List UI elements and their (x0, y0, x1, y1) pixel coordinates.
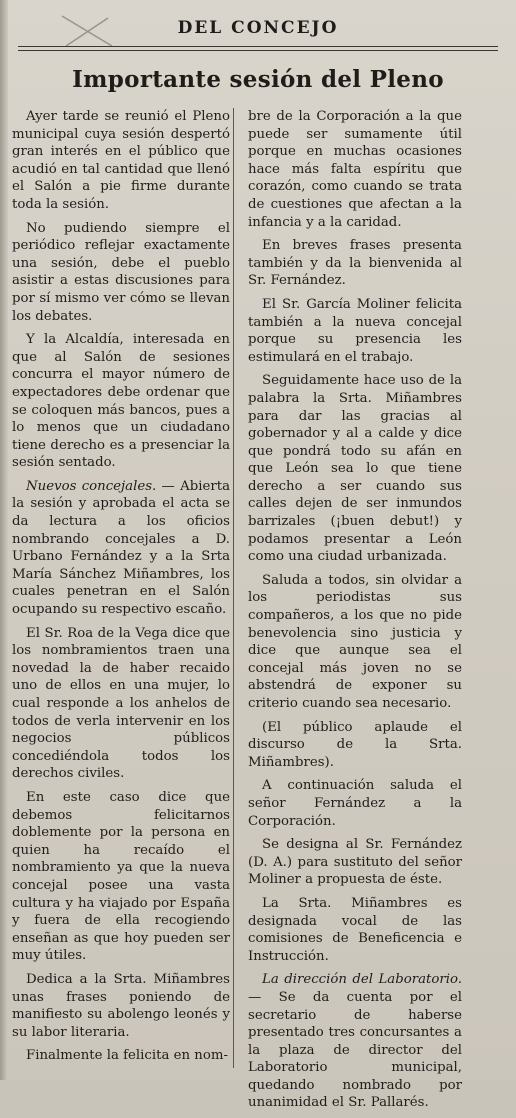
paragraph (12, 478, 230, 619)
paper-fold-shadow (0, 0, 8, 1080)
paragraph (248, 971, 462, 1112)
column-divider (233, 108, 234, 1068)
paragraph: En breves frases presenta también y da la bienvenida al Sr. Fernández. (248, 238, 462, 289)
paragraph-text: Abierta la sesión y aprobada el acta se da lectura a los oficios nombrando concejales a D. Urbano Fernández y a la Srta María Sánchez Miñambres, los cuales penetran en el Salón ocupando su respectivo escaño. (12, 478, 231, 618)
subhead-nuevos-concejales: Nuevos concejales. — (26, 478, 175, 494)
paragraph: Y la Alcaldía, interesada en que al Salón de sesiones concurra el mayor número de expectadores debe ordenar que se coloquen más bancos, pues a lo menos que un ciudadano tiene derecho es a presenciar la sesión sentado. (12, 332, 230, 471)
paragraph: Seguidamente hace uso de la palabra la Srta. Miñambres para dar las gracias al gobernador y al a calde y dice que pondrá todo su afán en que León sea lo que tiene derecho a ser cuando sus calles dejen de ser inmundos barrizales (¡buen debut!) y podamos presentar a León como una ciudad urbanizada. (248, 373, 462, 565)
left-column (12, 108, 230, 1071)
right-column (248, 108, 462, 1118)
paragraph: La Srta. Miñambres es designada vocal de las comisiones de Beneficencia e Instrucción. (248, 895, 462, 964)
paragraph: En este caso dice que debemos felicitarnos doblemente por la persona en quien ha recaído el nombramiento ya que la nueva concejal posee una vasta cultura y ha viajado por España y fuera de ella recogiendo enseñan as que hoy pueden ser muy útiles. (12, 789, 230, 964)
paragraph: bre de la Corporación a la que puede ser sumamente útil porque en muchas ocasiones hace más falta espíritu que corazón, como cuando se trata de cuestiones que afectan a la infancia y a la caridad. (248, 109, 462, 230)
paragraph: Ayer tarde se reunió el Pleno municipal cuya sesión despertó gran interés en el público que acudió en tal cantidad que llenó el Salón a pie firme durante toda la sesión. (12, 109, 230, 212)
paragraph: El Sr. García Moliner felicita también a la nueva concejal porque su presencia les estimulará en el trabajo. (248, 296, 462, 365)
subhead-laboratorio: La dirección del Laboratorio. — (248, 972, 462, 1005)
paragraph: Se designa al Sr. Fernández (D. A.) para sustituto del señor Moliner a propuesta de éste. (248, 837, 462, 888)
paragraph: El Sr. Roa de la Vega dice que los nombramientos traen una novedad la de haber recaido uno de ellos en una mujer, lo cual responde a los anhelos de todos de verla intervenir en los negocios públicos concediéndola todos los derechos civiles. (12, 625, 230, 782)
paragraph: Dedica a la Srta. Miñambres unas frases poniendo de manifiesto su abolengo leonés y su labor literaria. (12, 971, 230, 1040)
paragraph: (El público aplaude el discurso de la Srta. Miñambres). (248, 719, 462, 770)
paragraph: Saluda a todos, sin olvidar a los periodistas sus compañeros, a los que no pide benevolencia sino justicia y dice que aunque sea el concejal más joven no se abstendrá de exponer su criterio cuando sea necesario. (248, 572, 462, 711)
paragraph: A continuación saluda el señor Fernández a la Corporación. (248, 778, 462, 829)
headline: Importante sesión del Pleno (72, 66, 444, 93)
top-rule-2 (18, 50, 498, 51)
paragraph: Finalmente la felicita en nom- (26, 1048, 228, 1064)
section-title: DEL CONCEJO (177, 18, 339, 38)
top-rule (18, 46, 498, 47)
paragraph: No pudiendo siempre el periódico reflejar exactamente una sesión, debe el pueblo asistir a estas discusiones para por sí mismo ver cómo se llevan los debates. (12, 220, 230, 324)
paragraph-text: Se da cuenta por el secretario de haberse presentado tres concursantes a la plaza de director del Laboratorio municipal, quedando nombrado por unanimidad el Sr. Pallarés. (248, 989, 462, 1111)
